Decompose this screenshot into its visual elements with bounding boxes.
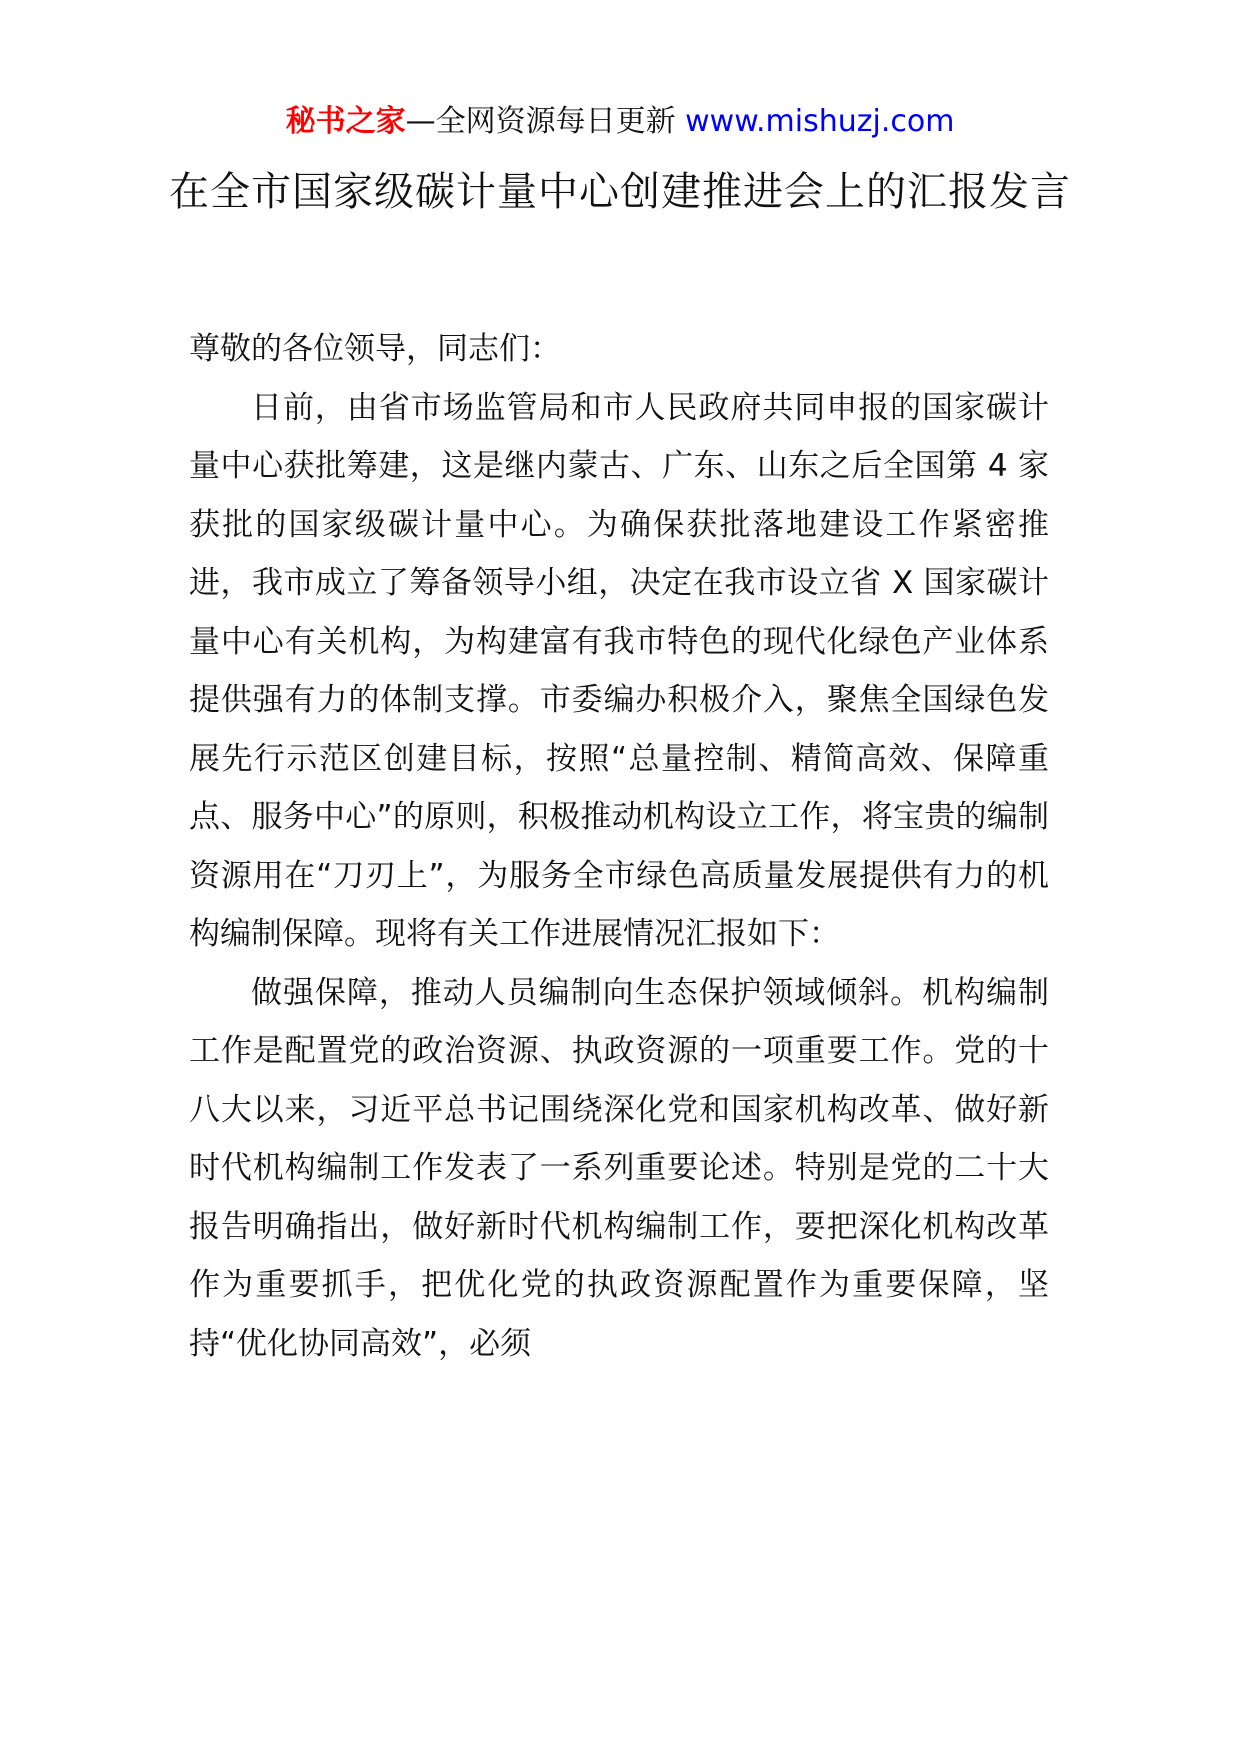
document-body bbox=[189, 320, 1049, 1373]
site-url-link[interactable]: www.mishuzj.com bbox=[685, 104, 955, 139]
header-tagline: —全网资源每日更新 bbox=[405, 104, 686, 139]
paragraph: 做强保障，推动人员编制向生态保护领域倾斜。机构编制工作是配置党的政治资源、执政资源的一项重要工作。党的十八大以来，习近平总书记围绕深化党和国家机构改革、做好新时代机构编制工作发表了一系列重要论述。特别是党的二十大报告明确指出，做好新时代机构编制工作，要把深化机构改革作为重要抓手，把优化党的执政资源配置作为重要保障，坚持“优化协同高效”，必须 bbox=[189, 974, 1049, 1362]
site-header bbox=[0, 100, 1240, 144]
salutation: 尊敬的各位领导，同志们： bbox=[189, 331, 561, 367]
document-title: 在全市国家级碳计量中心创建推进会上的汇报发言 bbox=[169, 169, 1071, 215]
paragraph: 日前，由省市场监管局和市人民政府共同申报的国家碳计量中心获批筹建，这是继内蒙古、广东、山东之后全国第 4 家获批的国家级碳计量中心。为确保获批落地建设工作紧密推进，我市成立了筹备领导小组，决定在我市设立省 X 国家碳计量中心有关机构，为构建富有我市特色的现代化绿色产业体系提供强有力的体制支撑。市委编办积极介入，聚焦全国绿色发展先行示范区创建目标，按照“总量控制、精简高效、保障重点、服务中心”的原则，积极推动机构设立工作，将宝贵的编制资源用在“刀刃上”，为服务全市绿色高质量发展提供有力的机构编制保障。现将有关工作进展情况汇报如下： bbox=[189, 389, 1049, 952]
brand-name: 秘书之家 bbox=[285, 104, 406, 139]
